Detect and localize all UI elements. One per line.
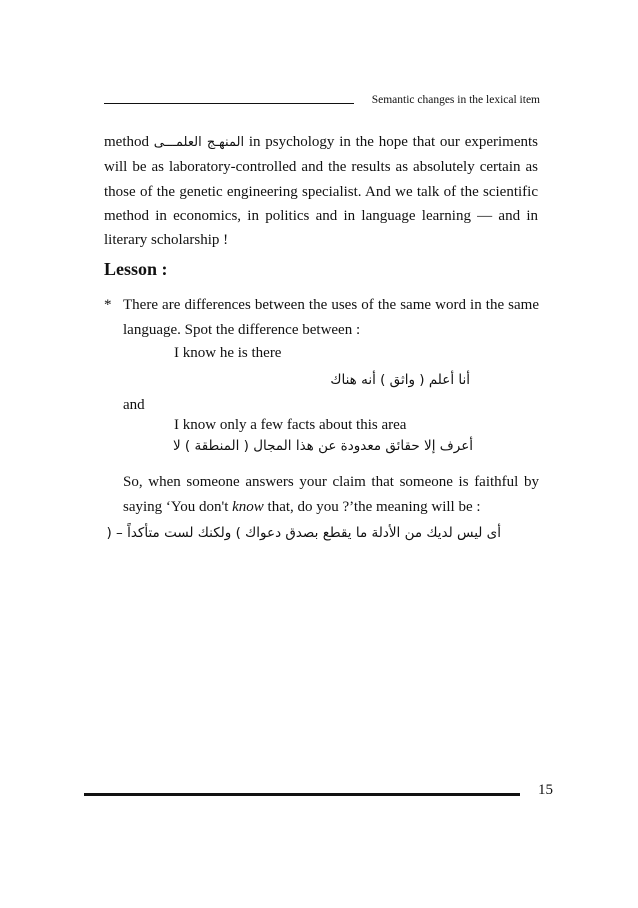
example2-english: I know only a few facts about this area xyxy=(174,417,407,433)
emphasized-word: know xyxy=(232,498,264,515)
body-paragraph xyxy=(104,130,538,252)
bullet-marker: * xyxy=(104,297,112,313)
footer-rule xyxy=(84,793,520,796)
header-rule xyxy=(104,103,354,104)
arabic-term: المنهـج العلمـــى xyxy=(153,135,245,150)
method-word: method xyxy=(104,134,149,150)
paragraph-text: in psychology in the hope that our experiments will be as laboratory-controlled and the results as absolutely certain as those of the genetic engineering specialist. And we talk of the scientific method in economics, in politics and in language learning — and in literary scholarship ! xyxy=(104,134,539,249)
connector-and: and xyxy=(123,397,145,413)
explanation-text-2: that, do you ?’the meaning will be : xyxy=(263,498,481,515)
explanation-paragraph xyxy=(123,470,539,519)
explanation-text-1: So, when someone answers your claim that someone is faithful by saying ‘You don't xyxy=(123,474,539,515)
example1-arabic: أنا أعلم ( واثق ) أنه هناك xyxy=(330,372,470,388)
example3-arabic: أى ليس لديك من الأدلة ما يقطع بصدق دعواك ) ولكنك لست متأكداً – ( xyxy=(106,525,501,541)
running-head: Semantic changes in the lexical item xyxy=(371,94,540,106)
lesson-intro: There are differences between the uses of the same word in the same language. Spot the difference between : xyxy=(123,297,539,338)
example1-english: I know he is there xyxy=(174,345,282,361)
example2-arabic: أعرف إلا حقائق معدودة عن هذا المجال ( المنطقة ) لا xyxy=(172,438,473,454)
page-number: 15 xyxy=(538,782,553,798)
lesson-heading: Lesson : xyxy=(104,259,168,279)
